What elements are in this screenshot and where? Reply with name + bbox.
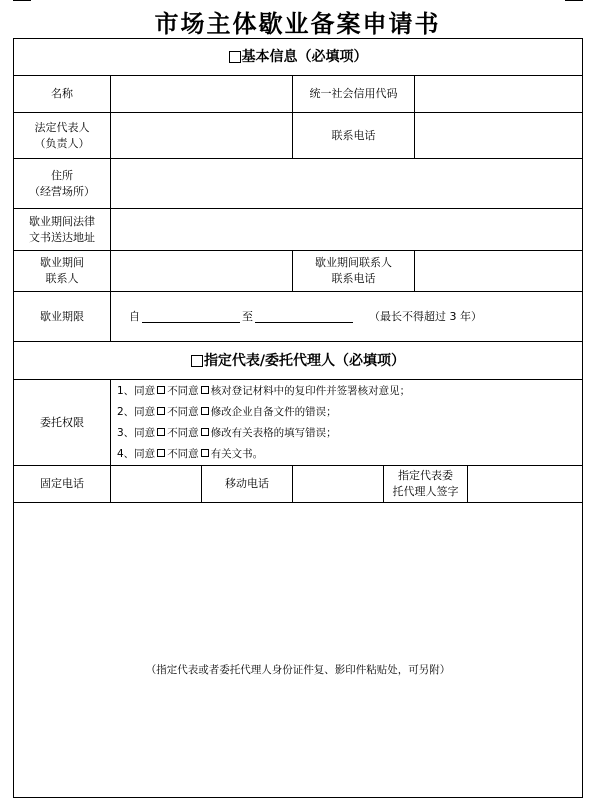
basic-info-section-header	[14, 39, 582, 76]
disagree-checkbox-icon[interactable]	[201, 407, 209, 415]
signature-field[interactable]	[468, 466, 582, 503]
authority-label: 委托权限	[14, 380, 111, 466]
contact-label: 歇业期间 联系人	[14, 251, 111, 292]
checkbox-icon[interactable]	[191, 355, 203, 367]
term-end-blank[interactable]	[255, 310, 353, 323]
top-mark-left	[13, 0, 31, 1]
phone-field[interactable]	[415, 113, 582, 159]
id-paste-note: （指定代表或者委托代理人身份证件复、影印件粘贴处，可另附）	[145, 664, 451, 676]
authority-item: 1、同意 不同意 核对登记材料中的复印件并签署核对意见；	[117, 384, 411, 397]
disagree-checkbox-icon[interactable]	[201, 428, 209, 436]
page-title: 市场主体歇业备案申请书	[154, 9, 441, 38]
contact-field[interactable]	[111, 251, 293, 292]
authority-item: 2、同意 不同意 修改企业自备文件的错误；	[117, 405, 337, 418]
agent-section-title: 指定代表/委托代理人（必填项）	[203, 352, 406, 369]
term-label: 歇业期限	[14, 292, 111, 342]
id-paste-area[interactable]	[14, 503, 582, 797]
term-start-blank[interactable]	[142, 310, 240, 323]
phone-label: 联系电话	[293, 113, 415, 159]
authority-item: 3、同意 不同意 修改有关表格的填写错误；	[117, 426, 337, 439]
agent-section-header	[14, 342, 582, 380]
top-mark-right	[565, 0, 583, 1]
authority-items	[111, 380, 582, 466]
agree-checkbox-icon[interactable]	[157, 428, 165, 436]
mobile-label: 移动电话	[202, 466, 293, 503]
basic-info-section-title: 基本信息（必填项）	[241, 49, 368, 65]
contact-phone-field[interactable]	[415, 251, 582, 292]
term-note: （最长不得超过 3 年）	[369, 309, 482, 323]
legal-doc-address-label: 歇业期间法律 文书送达地址	[14, 209, 111, 251]
contact-phone-label: 歇业期间联系人 联系电话	[293, 251, 415, 292]
authority-item: 4、同意 不同意 有关文书。	[117, 447, 264, 460]
name-label: 名称	[14, 76, 111, 113]
legal-doc-address-field[interactable]	[111, 209, 582, 251]
address-label: 住所 （经营场所）	[14, 159, 111, 209]
fixed-phone-label: 固定电话	[14, 466, 111, 503]
credit-code-label: 统一社会信用代码	[293, 76, 415, 113]
fixed-phone-field[interactable]	[111, 466, 202, 503]
legal-rep-field[interactable]	[111, 113, 293, 159]
disagree-checkbox-icon[interactable]	[201, 449, 209, 457]
agree-checkbox-icon[interactable]	[157, 386, 165, 394]
agree-checkbox-icon[interactable]	[157, 449, 165, 457]
agree-checkbox-icon[interactable]	[157, 407, 165, 415]
term-field[interactable]: 自 至 （最长不得超过 3 年）	[111, 292, 582, 342]
checkbox-icon[interactable]	[229, 51, 241, 63]
application-form	[13, 38, 583, 798]
credit-code-field[interactable]	[415, 76, 582, 113]
mobile-field[interactable]	[293, 466, 384, 503]
disagree-checkbox-icon[interactable]	[201, 386, 209, 394]
address-field[interactable]	[111, 159, 582, 209]
name-field[interactable]	[111, 76, 293, 113]
legal-rep-label: 法定代表人 （负责人）	[14, 113, 111, 159]
signature-label: 指定代表委 托代理人签字	[384, 466, 468, 503]
